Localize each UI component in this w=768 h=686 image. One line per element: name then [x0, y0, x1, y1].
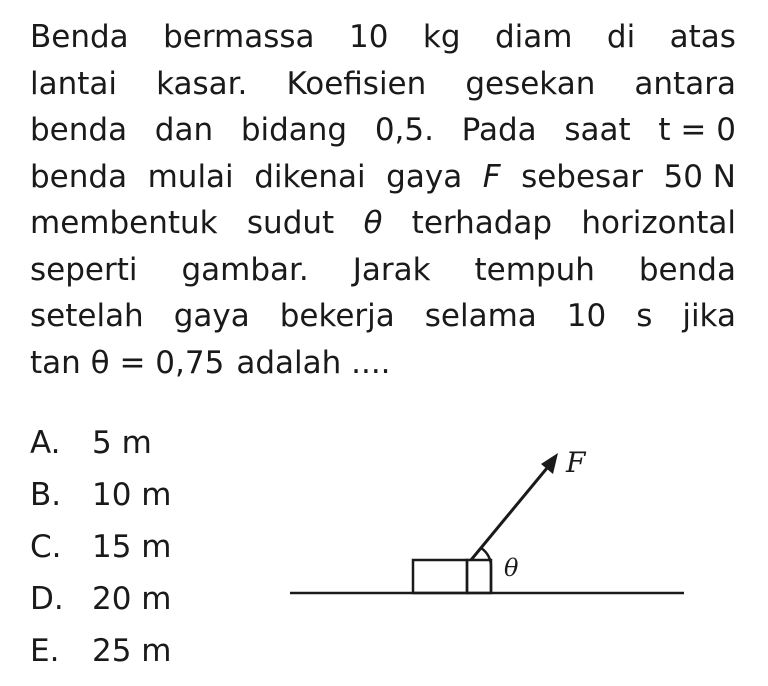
- option-letter: A.: [30, 425, 61, 461]
- word: tempuh: [474, 251, 595, 288]
- math-expression: tan θ = 0,75: [30, 344, 225, 381]
- question-line-4: [30, 154, 736, 201]
- angle-label: θ: [504, 554, 519, 582]
- option-e[interactable]: [30, 625, 172, 677]
- question-line-2: [30, 61, 736, 108]
- word: setelah: [30, 298, 144, 334]
- word: atas: [669, 19, 736, 55]
- option-d[interactable]: [30, 573, 172, 625]
- word: gaya: [173, 298, 250, 334]
- math-expression: t = 0: [658, 112, 736, 148]
- option-text: 15 m: [92, 529, 172, 565]
- word: 10: [566, 298, 607, 334]
- option-text: 20 m: [92, 581, 172, 617]
- question-line-6: [30, 247, 736, 294]
- word: benda: [638, 251, 736, 288]
- word: benda: [30, 112, 128, 148]
- word: kasar.: [156, 65, 248, 102]
- option-letter: E.: [30, 633, 60, 669]
- word: diam: [494, 19, 573, 55]
- word: bidang: [240, 112, 348, 148]
- option-text: 10 m: [92, 477, 172, 513]
- word: gaya: [386, 158, 463, 195]
- word: seperti: [30, 251, 138, 288]
- word: bekerja: [279, 298, 395, 334]
- block-attached: [467, 560, 491, 593]
- question-line-8: [30, 340, 736, 387]
- word: dikenai: [254, 158, 366, 195]
- word: sudut: [246, 205, 335, 241]
- word: dan: [154, 112, 214, 148]
- word: s: [636, 298, 653, 334]
- question-line-3: [30, 107, 736, 154]
- word: terhadap: [411, 205, 553, 241]
- word: Pada: [461, 112, 537, 148]
- word: mulai: [147, 158, 234, 195]
- angle-arc: [481, 548, 491, 593]
- word: gesekan: [465, 65, 596, 102]
- option-letter: B.: [30, 477, 62, 513]
- answer-options: [30, 417, 172, 677]
- question-line-1: [30, 14, 736, 61]
- question-line-7: [30, 293, 736, 340]
- option-text: 5 m: [92, 425, 152, 461]
- option-a[interactable]: [30, 417, 172, 469]
- word: 0,5.: [374, 112, 434, 148]
- force-label: F: [566, 446, 586, 479]
- word: jika: [682, 298, 736, 334]
- word: Jarak: [352, 251, 431, 288]
- option-letter: D.: [30, 581, 64, 617]
- word: lantai: [30, 65, 118, 102]
- option-letter: C.: [30, 529, 62, 565]
- question-line-5: [30, 200, 736, 247]
- option-b[interactable]: [30, 469, 172, 521]
- word: antara: [634, 65, 736, 102]
- block-body: [413, 560, 467, 593]
- math-symbol: F: [482, 158, 501, 195]
- force-vector-line: [471, 462, 552, 560]
- word: gambar.: [181, 251, 309, 288]
- word: sebesar: [521, 158, 643, 195]
- option-c[interactable]: [30, 521, 172, 573]
- word: membentuk: [30, 205, 218, 241]
- word: adalah ....: [236, 344, 391, 381]
- word: kg: [422, 19, 461, 55]
- word: saat: [564, 112, 631, 148]
- question-text: [30, 14, 736, 386]
- word: horizontal: [581, 205, 736, 241]
- math-symbol: θ: [363, 205, 383, 241]
- force-diagram: [280, 436, 700, 616]
- word: bermassa: [163, 19, 315, 55]
- word: selama: [424, 298, 537, 334]
- math-expression: 50 N: [663, 158, 736, 195]
- word: di: [606, 19, 636, 55]
- word: 10: [349, 19, 389, 55]
- word: Benda: [30, 19, 129, 55]
- word: Koefisien: [286, 65, 427, 102]
- option-text: 25 m: [92, 633, 172, 669]
- word: benda: [30, 158, 128, 195]
